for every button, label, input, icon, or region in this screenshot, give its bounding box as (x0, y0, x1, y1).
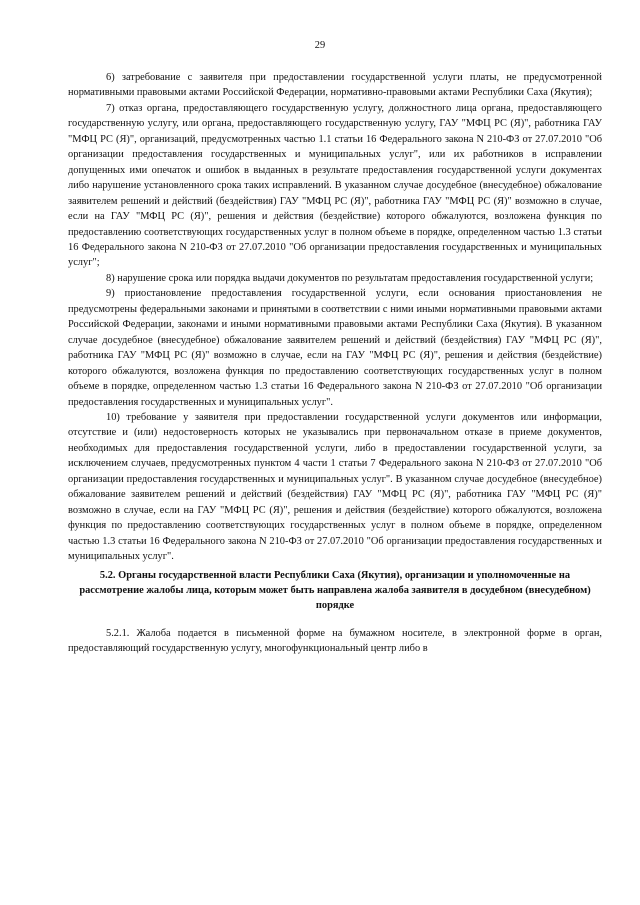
paragraph-item-9: 9) приостановление предоставления государственной услуги, если основания приостановления не предусмотрены федеральными законами и принятыми в соответствии с ними иными нормативными правовыми актами Российской Федерации, законами и иными нормативными правовыми актами Республики Саха (Якутия). В указанном случае досудебное (внесудебное) обжалование заявителем решений и действий (бездействия) ГАУ "МФЦ РС (Я)", работника ГАУ "МФЦ РС (Я)" возможно в случае, если на ГАУ "МФЦ РС (Я)", решения и действия (бездействие) которого обжалуются, возложена функция по предоставлению соответствующих государственных услуг в полном объеме в порядке, определенном частью 1.3 статьи 16 Федерального закона N 210-ФЗ от 27.07.2010 "Об организации предоставления государственных и муниципальных услуг". (68, 288, 602, 408)
section-heading: 5.2. Органы государственной власти Республики Саха (Якутия), организации и уполномоченные на рассмотрение жалобы лица, которым может быть направлена жалоба заявителя в досудебном (внесудебном) порядке (79, 569, 591, 612)
paragraph-item-8: 8) нарушение срока или порядка выдачи документов по результатам предоставления государственной услуги; (106, 272, 594, 284)
document-body (68, 70, 602, 657)
page-number: 29 (314, 40, 326, 51)
paragraph-item-6: 6) затребование с заявителя при предоставлении государственной услуги платы, не предусмотренной нормативными правовыми актами Российской Федерации, нормативно-правовыми актами Республики Саха (Якутия); (68, 72, 602, 99)
paragraph-5-2-1: 5.2.1. Жалоба подается в письменной форме на бумажном носителе, в электронной форме в орган, предоставляющий государственную услугу, многофункциональный центр либо в (68, 627, 602, 655)
paragraph-item-10: 10) требование у заявителя при предоставлении государственной услуги документов или информации, отсутствие и (или) недостоверность которых не указывались при первоначальном отказе в приеме документов, необходимых для предоставления государственной услуги, либо в предоставлении государственной услуги, за исключением случаев, предусмотренных пунктом 4 части 1 статьи 7 Федерального закона N 210-ФЗ от 27.07.2010 "Об организации предоставления государственных и муниципальных услуг". В указанном случае досудебное (внесудебное) обжалование заявителем решений и действий (бездействия) ГАУ "МФЦ РС (Я)", работника ГАУ "МФЦ РС (Я)" возможно в случае, если на ГАУ "МФЦ РС (Я)", решения и действия (бездействие) которого обжалуются, возложена функция по предоставлению соответствующих государственных услуг в полном объеме в порядке, определенном частью 1.3 статьи 16 Федерального закона N 210-ФЗ от 27.07.2010 "Об организации предоставления государственных и муниципальных услуг". (68, 411, 602, 563)
paragraph-item-7: 7) отказ органа, предоставляющего государственную услугу, должностного лица органа, предоставляющего государственную услугу, или органа, предоставляющего государственную услугу, ГАУ "МФЦ РС (Я)", работника ГАУ "МФЦ РС (Я)", организаций, предусмотренных частью 1.1 статьи 16 Федерального закона N 210-ФЗ от 27.07.2010 "Об организации предоставления государственных и муниципальных услуг", или их работников в исправлении допущенных ими опечаток и ошибок в выданных в результате предоставления государственной услуги документах либо нарушение установленного срока таких исправлений. В указанном случае досудебное (внесудебное) обжалование заявителем решений и действий (бездействия) ГАУ "МФЦ РС (Я)", работника ГАУ "МФЦ РС (Я)" возможно в случае, если на ГАУ "МФЦ РС (Я)", решения и действия (бездействие) которого обжалуются, возложена функция по предоставлению соответствующих государственных услуг в полном объеме в порядке, определенном частью 1.3 статьи 16 Федерального закона N 210-ФЗ от 27.07.2010 "Об организации предоставления государственных и муниципальных услуг"; (68, 102, 602, 269)
